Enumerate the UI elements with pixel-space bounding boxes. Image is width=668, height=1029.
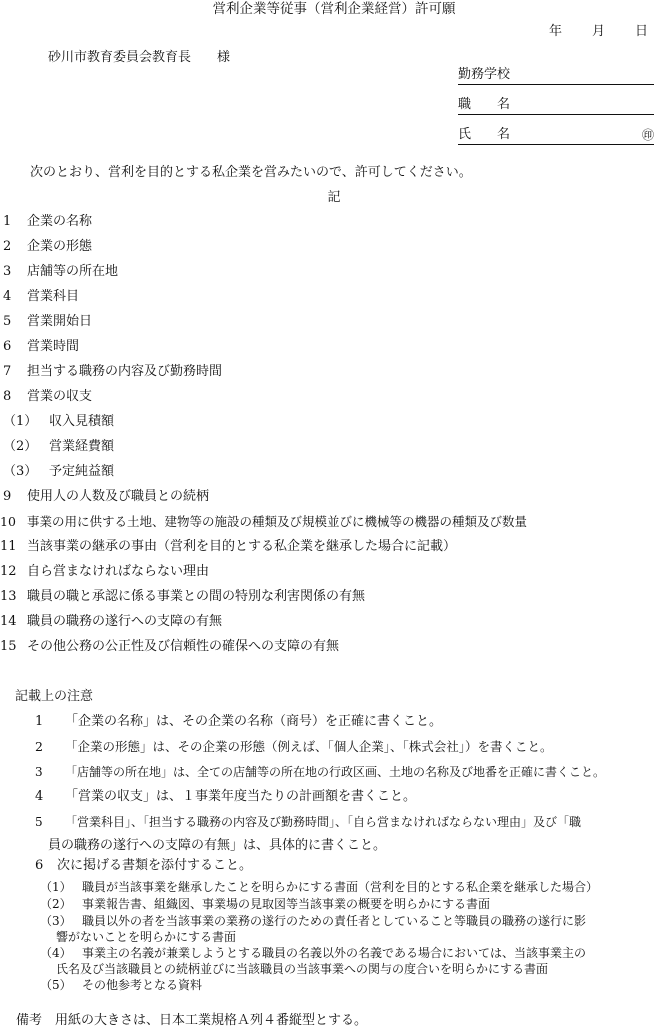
item-number: 11 xyxy=(0,539,17,554)
day-label: 日 xyxy=(635,24,649,39)
item-text: その他公務の公正性及び信頼性の確保への支障の有無 xyxy=(27,639,340,654)
item-text: 職員の職と承認に係る事業との間の特別な利害関係の有無 xyxy=(27,589,366,604)
item-number: 7 xyxy=(3,364,12,379)
attachment-item xyxy=(40,913,586,929)
note-text: 「営業の収支」は、１事業年度当たりの計画額を書くこと。 xyxy=(65,789,417,804)
item-text: 営業経費額 xyxy=(49,439,115,454)
date-line xyxy=(549,24,648,40)
footer-note: 備考 用紙の大きさは、日本工業規格Ａ列４番縦型とする。 xyxy=(16,1013,368,1028)
item-number: 6 xyxy=(3,339,12,354)
item-text: 企業の名称 xyxy=(27,214,93,229)
note-number: 5 xyxy=(35,815,43,829)
item-number: （1） xyxy=(3,414,38,429)
list-item xyxy=(3,239,92,255)
attachment-item xyxy=(40,977,202,993)
item-text: 営業の収支 xyxy=(27,389,93,404)
attachment-number: （1） xyxy=(40,880,72,894)
note-number: 2 xyxy=(35,739,43,754)
note-number: 3 xyxy=(35,765,43,779)
item-number: 5 xyxy=(3,314,12,329)
list-item xyxy=(3,339,79,355)
item-text: 使用人の人数及び職員との続柄 xyxy=(27,489,210,504)
note-continuation: 員の職務の遂行への支障の有無」は、具体的に書くこと。 xyxy=(48,838,387,853)
attachment-text: 事業主の名義が兼業しようとする職員の名義以外の名義である場合においては、当該事業主の xyxy=(82,946,587,960)
school-field[interactable] xyxy=(458,67,654,85)
note-text: 「店舗等の所在地」は、全ての店舗等の所在地の行政区画、土地の名称及び地番を正確に書くこと。 xyxy=(65,765,606,779)
item-text: 職員の職務の遂行への支障の有無 xyxy=(27,614,223,629)
attachment-continuation: 氏名及び当該職員との続柄並びに当該職員の当該事業への関与の度合いを明らかにする書面 xyxy=(56,962,549,976)
attachment-text: 職員以外の者を当該事業の業務の遂行のための責任者としていること等職員の職務の遂行に影 xyxy=(82,914,587,928)
list-item xyxy=(3,264,118,280)
item-number: 12 xyxy=(0,564,17,579)
note-text: 「企業の形態」は、その企業の形態（例えば、「個人企業」、「株式会社」）を書くこと。 xyxy=(65,739,553,754)
school-label: 勤務学校 xyxy=(458,67,511,82)
note-item xyxy=(35,789,416,805)
item-number: 8 xyxy=(3,389,12,404)
attachment-number: （2） xyxy=(40,897,72,911)
list-item xyxy=(3,364,222,380)
item-text: 営業時間 xyxy=(27,339,80,354)
list-item xyxy=(3,414,114,430)
attachment-text: その他参考となる資料 xyxy=(82,978,203,992)
attachment-text: 事業報告書、組織図、事業場の見取図等当該事業の概要を明らかにする書面 xyxy=(82,897,491,911)
attachment-number: （4） xyxy=(40,946,72,960)
item-number: 3 xyxy=(3,264,12,279)
list-item xyxy=(3,464,114,480)
attachment-continuation: 響がないことを明らかにする書面 xyxy=(56,930,237,944)
list-item xyxy=(0,639,339,655)
item-number: 1 xyxy=(3,214,12,229)
item-text: 当該事業の継承の事由（営利を目的とする私企業を継承した場合に記載） xyxy=(27,539,457,554)
month-label: 月 xyxy=(592,24,606,39)
item-text: 営業開始日 xyxy=(27,314,93,329)
item-text: 自ら営まなければならない理由 xyxy=(27,564,210,579)
item-number: 14 xyxy=(0,614,17,629)
list-item xyxy=(3,314,92,330)
list-item xyxy=(0,564,209,580)
item-text: 事業の用に供する土地、建物等の施設の種類及び規模並びに機械等の機器の種類及び数量 xyxy=(27,514,528,529)
note-item xyxy=(35,764,605,780)
attachment-number: （3） xyxy=(40,914,72,928)
notes-heading: 記載上の注意 xyxy=(15,689,94,704)
list-item xyxy=(3,439,114,455)
position-label: 職 名 xyxy=(458,97,511,112)
intro-text: 次のとおり、営利を目的とする私企業を営みたいので、許可してください。 xyxy=(30,165,472,180)
addressee: 砂川市教育委員会教育長 様 xyxy=(48,50,231,65)
note-item xyxy=(35,814,581,830)
name-label: 氏 名 xyxy=(458,127,511,142)
list-item xyxy=(0,539,456,555)
note-text: 「営業科目」、「担当する職務の内容及び勤務時間」、「自ら営まなければならない理由」及び「職 xyxy=(65,815,582,829)
form-title: 営利企業等従事（営利企業経営）許可願 xyxy=(212,1,456,17)
item-number: 9 xyxy=(3,489,12,504)
year-label: 年 xyxy=(549,24,563,39)
seal-mark: ㊞ xyxy=(641,128,654,142)
item-text: 企業の形態 xyxy=(27,239,93,254)
list-item xyxy=(0,514,527,530)
note-text: 「企業の名称」は、その企業の名称（商号）を正確に書くこと。 xyxy=(65,714,443,729)
list-item xyxy=(3,289,79,305)
position-field[interactable] xyxy=(458,97,654,115)
note-item xyxy=(35,858,252,874)
note-number: 4 xyxy=(35,789,44,804)
note-item xyxy=(35,739,553,755)
note-item xyxy=(35,714,442,730)
list-item xyxy=(3,489,209,505)
item-text: 予定純益額 xyxy=(49,464,115,479)
item-number: 15 xyxy=(0,639,17,654)
list-item xyxy=(3,214,92,230)
attachment-number: （5） xyxy=(40,978,72,992)
note-number: 1 xyxy=(35,714,44,729)
item-number: 10 xyxy=(0,514,16,529)
list-item xyxy=(0,614,222,630)
item-text: 営業科目 xyxy=(27,289,80,304)
attachment-item xyxy=(40,945,586,961)
note-text: 次に掲げる書類を添付すること。 xyxy=(57,858,253,873)
item-text: 店舗等の所在地 xyxy=(27,264,119,279)
name-field[interactable] xyxy=(458,127,654,145)
attachment-text: 職員が当該事業を継承したことを明らかにする書面（営利を目的とする私企業を継承した場合） xyxy=(82,880,599,894)
attachment-item xyxy=(40,879,598,895)
item-text: 担当する職務の内容及び勤務時間 xyxy=(27,364,223,379)
note-number: 6 xyxy=(35,858,44,873)
list-item xyxy=(0,589,365,605)
list-item xyxy=(3,389,92,405)
item-number: （3） xyxy=(3,464,38,479)
item-number: （2） xyxy=(3,439,38,454)
item-text: 収入見積額 xyxy=(49,414,115,429)
item-number: 4 xyxy=(3,289,12,304)
attachment-item xyxy=(40,896,490,912)
item-number: 13 xyxy=(0,589,17,604)
item-number: 2 xyxy=(3,239,12,254)
ki-heading: 記 xyxy=(327,190,341,205)
